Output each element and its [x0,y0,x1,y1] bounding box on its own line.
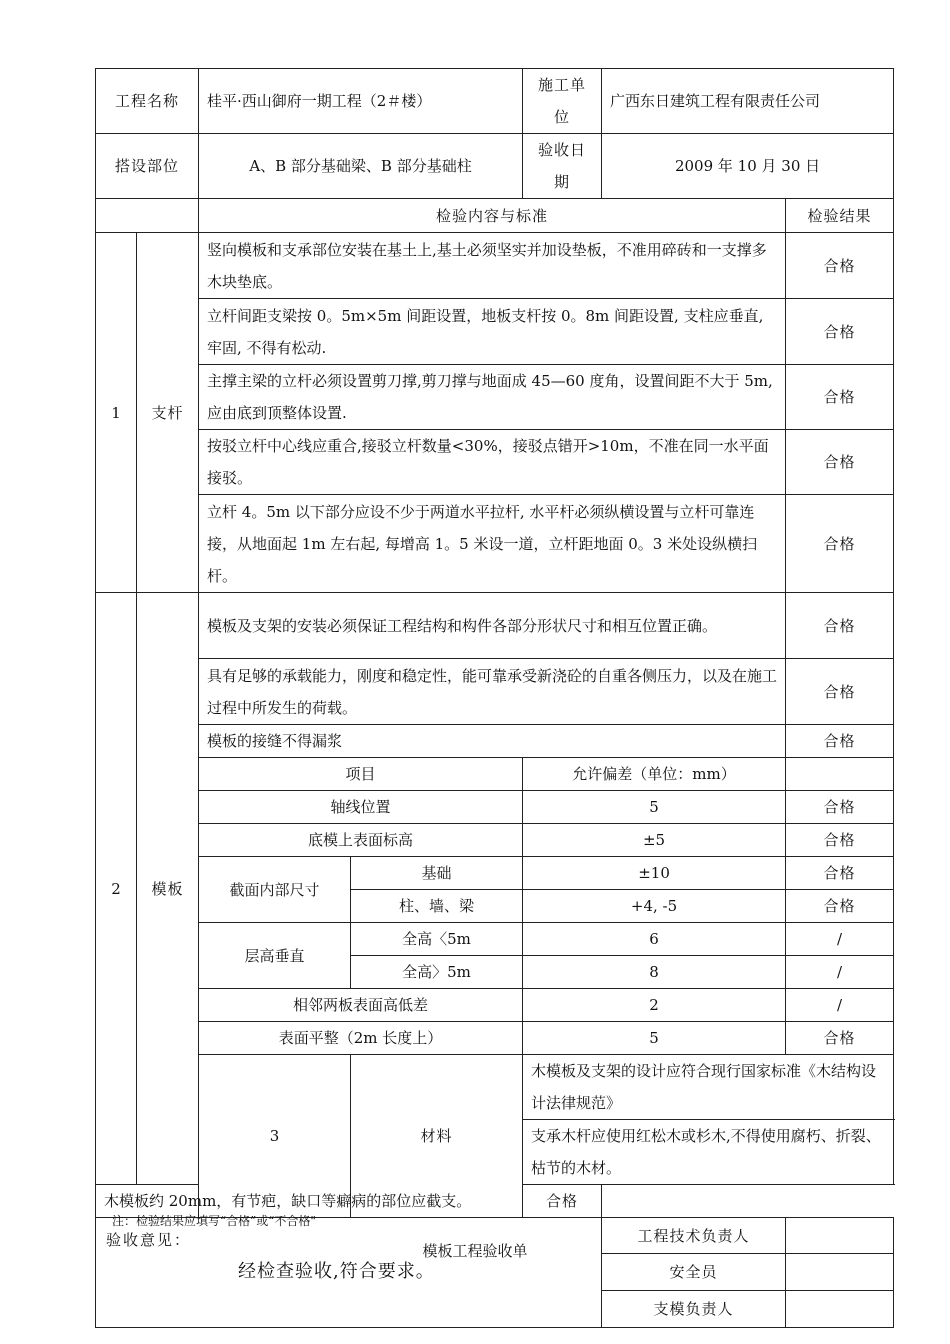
tolerance-value: 5 [523,1022,786,1055]
signer-label: 安全员 [602,1254,786,1291]
tolerance-result: 合格 [786,824,894,857]
tolerance-value: 8 [523,956,786,989]
section-1-result: 合格 [786,365,894,430]
location-label: 搭设部位 [96,134,199,199]
date-value: 2009 年 10 月 30 日 [602,134,894,199]
content-standard-header: 检验内容与标准 [199,199,786,233]
inspection-table [95,68,894,1328]
acceptance-opinion [96,1218,602,1328]
section-2-name: 模板 [137,593,199,1185]
tolerance-item: 相邻两板表面高低差 [199,989,523,1022]
signature-field[interactable] [786,1291,894,1328]
location-value: A、B 部分基础梁、B 部分基础柱 [199,134,523,199]
tolerance-item-header: 项目 [199,758,523,791]
tolerance-result: 合格 [786,1022,894,1055]
project-name-value: 桂平·西山御府一期工程（2＃楼） [199,69,523,134]
signer-label: 支模负责人 [602,1291,786,1328]
section-1-result: 合格 [786,233,894,299]
section-2-result: 合格 [786,725,894,758]
section-2-result: 合格 [786,659,894,725]
project-name-label: 工程名称 [96,69,199,134]
tolerance-value: 2 [523,989,786,1022]
document-title: 模板工程验收单 [422,1242,528,1260]
tolerance-item: 表面平整（2m 长度上） [199,1022,523,1055]
tolerance-item: 柱、墙、梁 [351,890,523,923]
tolerance-item: 底模上表面标高 [199,824,523,857]
section-3-result: 合格 [523,1185,602,1218]
signer-label: 工程技术负责人 [602,1218,786,1254]
blank-header-cell [96,199,199,233]
tolerance-item: 全高〈5m [351,923,523,956]
section-3-name: 材料 [351,1055,523,1218]
section-1-item: 立杆 4。5m 以下部分应设不少于两道水平拉杆, 水平杆必须纵横设置与立杆可靠连接，从地面起 1m 左右起, 每增高 1。5 米设一道，立杆距地面 0。3 米处设纵横扫杆。 [199,495,786,593]
section-1-result: 合格 [786,495,894,593]
tolerance-group: 层高垂直 [199,923,351,989]
section-1-item: 按驳立杆中心线应重合,接驳立杆数量<30%，接驳点错开>10m，不准在同一水平面接驳。 [199,430,786,495]
tolerance-result: / [786,923,894,956]
tolerance-item: 轴线位置 [199,791,523,824]
tolerance-item: 基础 [351,857,523,890]
tolerance-result: 合格 [786,890,894,923]
tolerance-result: 合格 [786,857,894,890]
section-1-no: 1 [96,233,137,593]
tolerance-value: ±5 [523,824,786,857]
section-1-item: 竖向模板和支承部位安装在基土上,基土必须坚实并加设垫板，不准用碎砖和一支撑多木块垫底。 [199,233,786,299]
result-header: 检验结果 [786,199,894,233]
opinion-text: 经检查验收,符合要求。 [238,1261,435,1282]
section-1-name: 支杆 [137,233,199,593]
construction-unit-value: 广西东日建筑工程有限责任公司 [602,69,894,134]
section-3-no: 3 [199,1055,351,1218]
tolerance-value: +4, -5 [523,890,786,923]
section-1-item: 主撑主梁的立杆必须设置剪刀撑,剪刀撑与地面成 45—60 度角，设置间距不大于 5m, 应由底到顶整体设置. [199,365,786,430]
section-3-item: 木模板约 20mm，有节疤，缺口等癖病的部位应截支。 [96,1185,523,1218]
tolerance-result: / [786,989,894,1022]
tolerance-deviation-header: 允许偏差（单位：mm） [523,758,786,791]
construction-unit-label: 施工单位 [523,69,602,134]
section-2-result: 合格 [786,593,894,659]
section-3-item: 支承木杆应使用红松木或杉木,不得使用腐朽、折裂、枯节的木材。 [523,1120,894,1185]
tolerance-result: 合格 [786,791,894,824]
date-label: 验收日期 [523,134,602,199]
tolerance-value: ±10 [523,857,786,890]
tolerance-value: 5 [523,791,786,824]
section-1-result: 合格 [786,430,894,495]
tolerance-result: / [786,956,894,989]
section-2-item: 具有足够的承载能力，刚度和稳定性，能可靠承受新浇砼的自重各侧压力，以及在施工过程中所发生的荷载。 [199,659,786,725]
section-2-item: 模板及支架的安装必须保证工程结构和构件各部分形状尺寸和相互位置正确。 [199,593,786,659]
footnote: 注：检验结果应填写“合格”或“不合格" [112,1214,316,1228]
section-1-result: 合格 [786,299,894,365]
section-2-item: 模板的接缝不得漏浆 [199,725,786,758]
opinion-label: 验收意见： [106,1231,192,1249]
tolerance-group: 截面内部尺寸 [199,857,351,923]
section-2-no: 2 [96,593,137,1185]
tolerance-item: 全高〉5m [351,956,523,989]
section-3-item: 木模板及支架的设计应符合现行国家标准《木结构设计法律规范》 [523,1055,894,1120]
tolerance-result-header [786,758,894,791]
tolerance-value: 6 [523,923,786,956]
section-1-item: 立杆间距支梁按 0。5m×5m 间距设置，地板支杆按 0。8m 间距设置, 支柱应垂直, 牢固, 不得有松动. [199,299,786,365]
